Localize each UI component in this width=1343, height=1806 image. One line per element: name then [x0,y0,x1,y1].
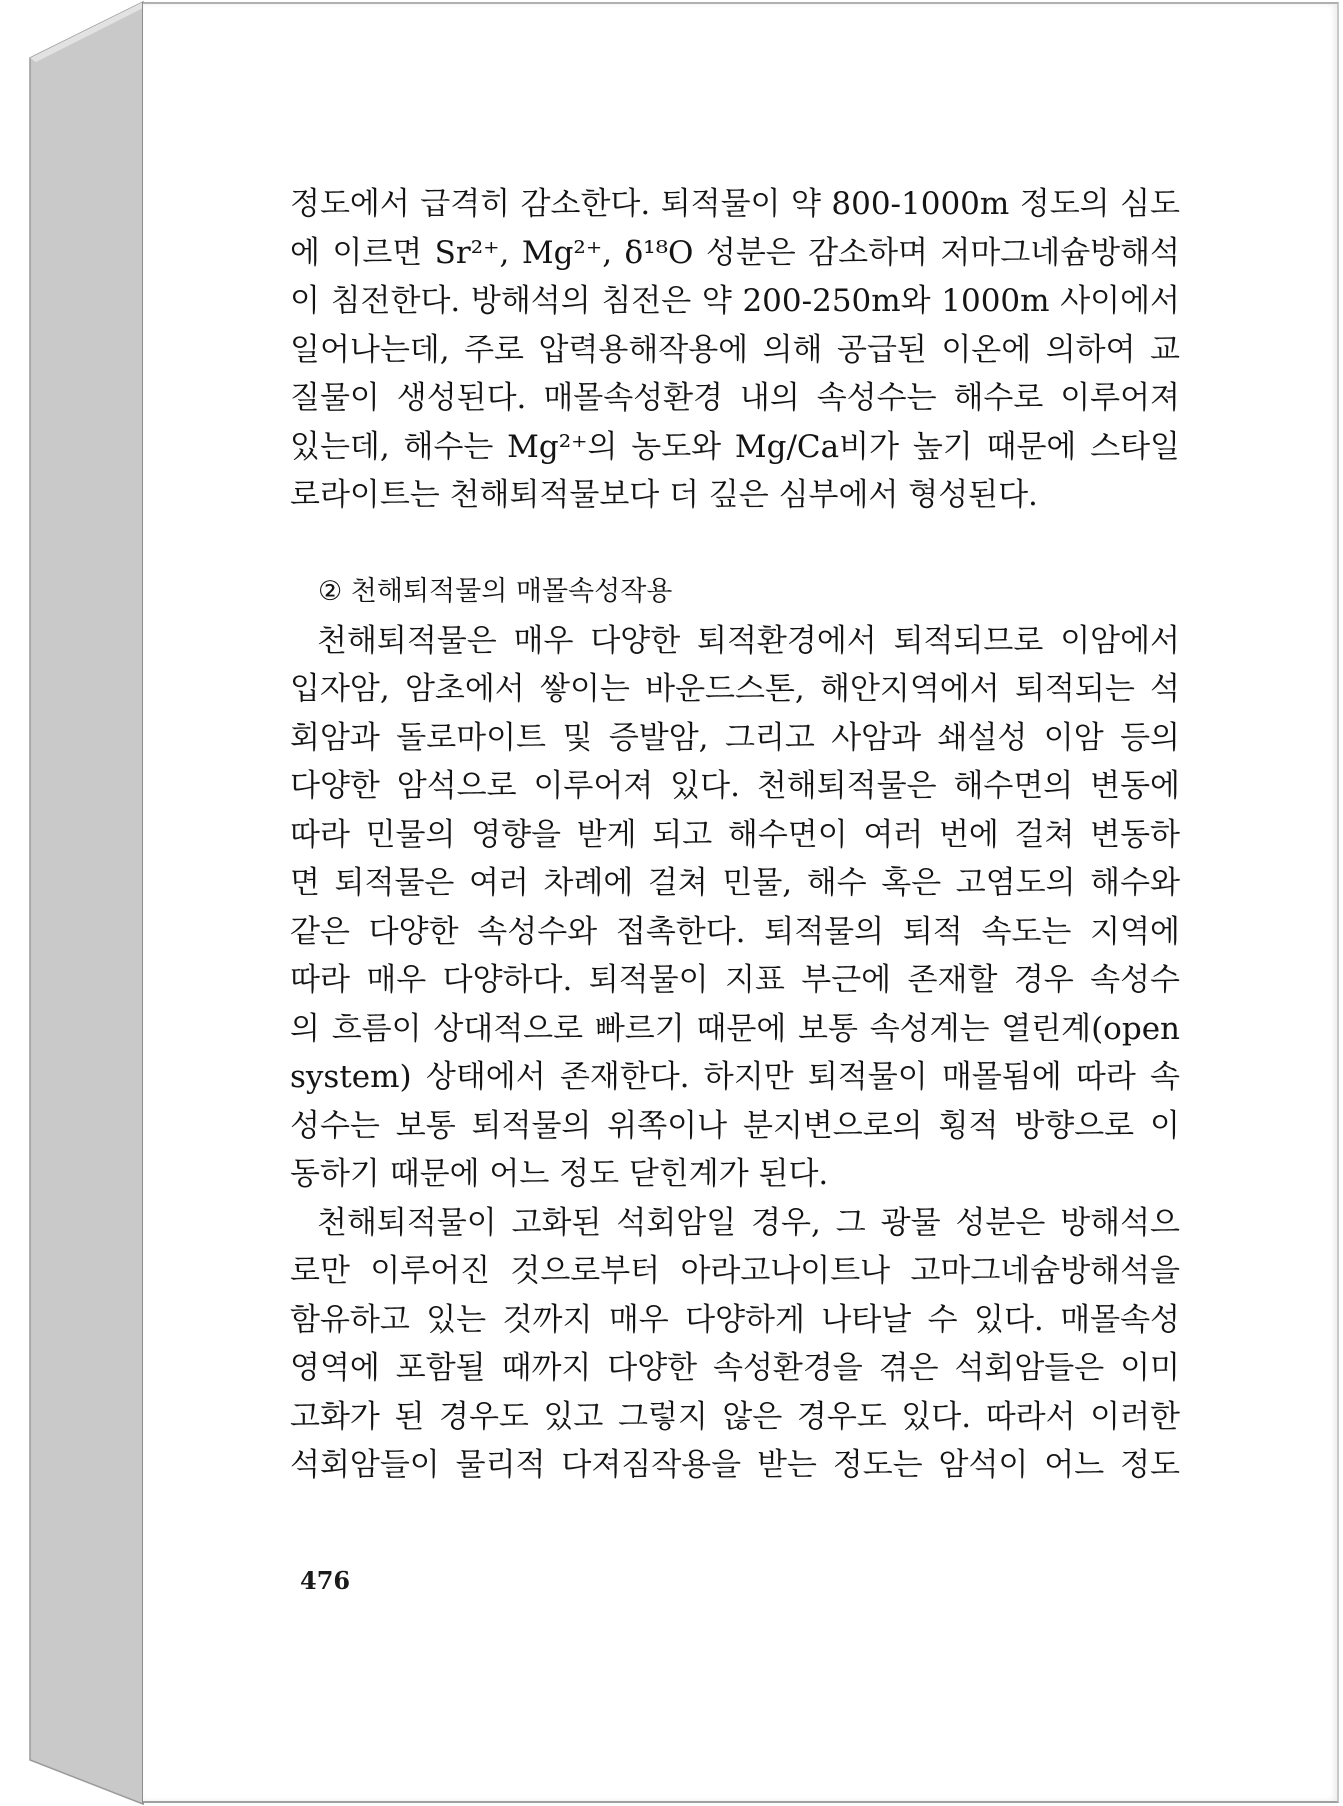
text-line: 같은 다양한 속성수와 접촉한다. 퇴적물의 퇴적 속도는 지역에 [290,913,1180,950]
text-line: 입자암, 암초에서 쌓이는 바운드스톤, 해안지역에서 퇴적되는 석 [290,671,1180,707]
text-line: 석회암들이 물리적 다져짐작용을 받는 정도는 암석이 어느 정도 [290,1447,1180,1483]
text-line: 천해퇴적물은 매우 다양한 퇴적환경에서 퇴적되므로 이암에서 [317,622,1180,659]
text-line: 정도에서 급격히 감소한다. 퇴적물이 약 800-1000m 정도의 심도 [290,186,1180,222]
text-line: 함유하고 있는 것까지 매우 다양하게 나타날 수 있다. 매몰속성 [290,1301,1180,1338]
text-line: 로라이트는 천해퇴적물보다 더 깊은 심부에서 형성된다. [290,477,1038,513]
text-line: 따라 민물의 영향을 받게 되고 해수면이 여러 번에 걸쳐 변동하 [290,816,1180,853]
text-line: 이 침전한다. 방해석의 침전은 약 200-250m와 1000m 사이에서 [290,283,1180,319]
text-line: 다양한 암석으로 이루어져 있다. 천해퇴적물은 해수면의 변동에 [290,768,1180,804]
text-line: 일어나는데, 주로 압력용해작용에 의해 공급된 이온에 의하여 교 [290,331,1180,368]
text-line: system) 상태에서 존재한다. 하지만 퇴적물이 매몰됨에 따라 속 [290,1059,1180,1095]
text-line: 동하기 때문에 어느 정도 닫힌계가 된다. [290,1156,829,1192]
text-line: 회암과 돌로마이트 및 증발암, 그리고 사암과 쇄설성 이암 등의 [290,719,1180,756]
paragraph-continued [290,180,1180,520]
text-line: 따라 매우 다양하다. 퇴적물이 지표 부근에 존재할 경우 속성수 [290,962,1180,998]
text-line: 천해퇴적물이 고화된 석회암일 경우, 그 광물 성분은 방해석으 [317,1204,1180,1241]
text-line: 영역에 포함될 때까지 다양한 속성환경을 겪은 석회암들은 이미 [290,1350,1180,1386]
text-line: 고화가 된 경우도 있고 그렇지 않은 경우도 있다. 따라서 이러한 [290,1398,1180,1435]
text-line: 로만 이루어진 것으로부터 아라고나이트나 고마그네슘방해석을 [290,1253,1180,1289]
text-line: 에 이르면 Sr²⁺, Mg²⁺, δ¹⁸O 성분은 감소하며 저마그네슘방해석 [290,234,1180,271]
section-body [290,568,1180,1490]
page-number: 476 [300,1566,351,1595]
section-heading: ② 천해퇴적물의 매몰속성작용 [318,576,673,607]
text-line: 의 흐름이 상대적으로 빠르기 때문에 보통 속성계는 열린계(open [290,1010,1180,1047]
text-line: 성수는 보통 퇴적물의 위쪽이나 분지변으로의 횡적 방향으로 이 [290,1107,1180,1144]
text-line: 질물이 생성된다. 매몰속성환경 내의 속성수는 해수로 이루어져 [290,380,1180,416]
text-line: 면 퇴적물은 여러 차례에 걸쳐 민물, 해수 혹은 고염도의 해수와 [290,865,1180,901]
text-line: 있는데, 해수는 Mg²⁺의 농도와 Mg/Ca비가 높기 때문에 스타일 [290,428,1180,465]
